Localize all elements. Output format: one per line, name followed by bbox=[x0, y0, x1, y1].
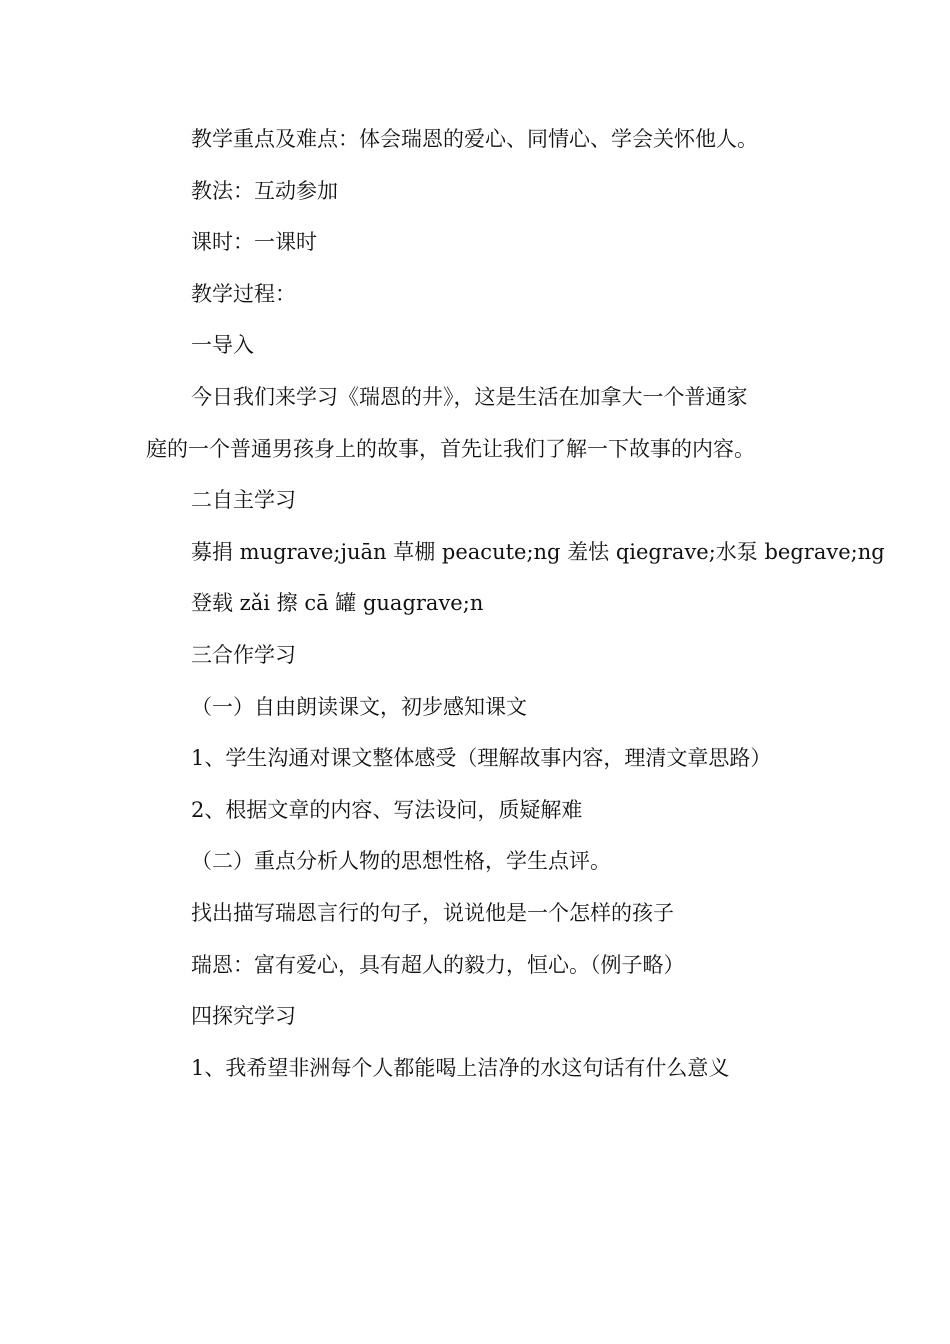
subsection-one-heading: （一）自由朗读课文，初步感知课文 bbox=[191, 694, 527, 719]
section-introduction-heading: 一导入 bbox=[191, 333, 254, 358]
inquiry-question-1: 1、我希望非洲每个人都能喝上洁净的水这句话有什么意义 bbox=[191, 1055, 730, 1080]
introduction-line-2: 庭的一个普通男孩身上的故事，首先让我们了解一下故事的内容。 bbox=[146, 436, 755, 461]
character-task-paragraph: 找出描写瑞恩言行的句子，说说他是一个怎样的孩子 bbox=[191, 900, 674, 925]
introduction-line-1: 今日我们来学习《瑞恩的井》，这是生活在加拿大一个普通家 bbox=[191, 384, 748, 409]
vocabulary-line-2: 登载 zǎi 擦 cā 罐 guagrave;n bbox=[191, 591, 484, 616]
list-item-1: 1、学生沟通对课文整体感受（理解故事内容，理清文章思路） bbox=[191, 746, 772, 771]
key-points-paragraph: 教学重点及难点：体会瑞恩的爱心、同情心、学会关怀他人。 bbox=[191, 127, 758, 151]
section-cooperative-study-heading: 三合作学习 bbox=[191, 642, 296, 667]
vocabulary-line-1: 募捐 mugrave;juān 草棚 peacute;ng 羞怯 qiegrave;水泵 begrave;ng bbox=[191, 539, 885, 564]
subsection-two-heading: （二）重点分析人物的思想性格，学生点评。 bbox=[191, 849, 611, 874]
document-body bbox=[146, 114, 885, 1094]
section-self-study-heading: 二自主学习 bbox=[191, 488, 296, 513]
list-item-2: 2、根据文章的内容、写法设问，质疑解难 bbox=[191, 797, 583, 822]
teaching-method-paragraph: 教法：互动参加 bbox=[191, 178, 338, 203]
character-summary-paragraph: 瑞恩：富有爱心，具有超人的毅力，恒心。（例子略） bbox=[191, 952, 685, 977]
introduction-paragraph bbox=[146, 372, 806, 475]
section-inquiry-study-heading: 四探究学习 bbox=[191, 1004, 296, 1029]
teaching-process-heading: 教学过程： bbox=[191, 281, 296, 306]
class-hours-paragraph: 课时：一课时 bbox=[191, 230, 317, 255]
